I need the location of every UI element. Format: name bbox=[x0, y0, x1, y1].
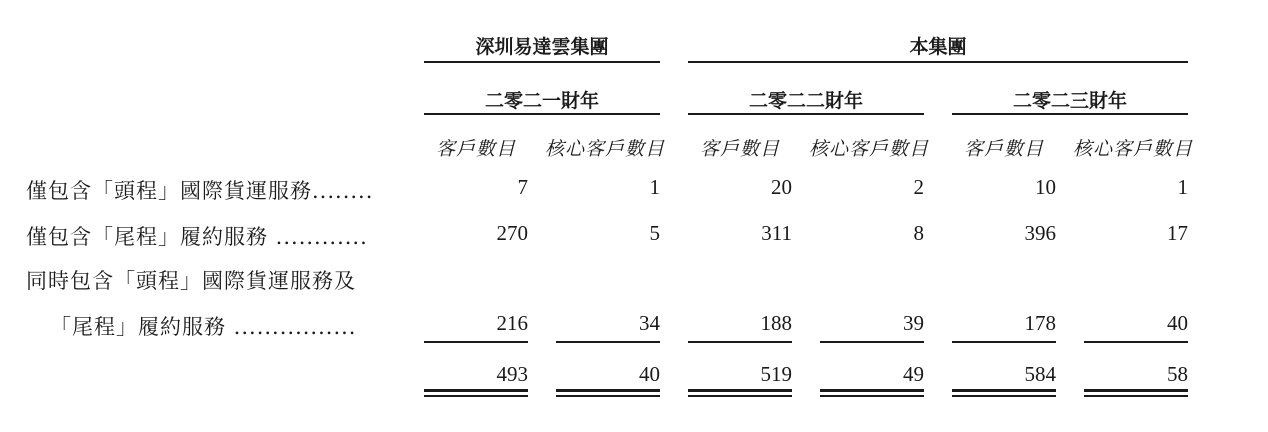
total-c6: 58 bbox=[1167, 362, 1188, 386]
header-year-2021-underline bbox=[424, 113, 660, 115]
total-double-rule-c6-bottom bbox=[1084, 395, 1188, 397]
total-c5: 584 bbox=[1024, 362, 1056, 386]
subtotal-rule-c1 bbox=[424, 341, 528, 343]
header-year-2022: 二零二二財年 bbox=[748, 90, 863, 112]
cell-r2-c2: 5 bbox=[649, 221, 660, 245]
total-double-rule-c4-top bbox=[820, 389, 924, 392]
cell-r1-c2: 1 bbox=[649, 175, 660, 199]
cell-r2-c6: 17 bbox=[1167, 221, 1188, 245]
subtotal-rule-c5 bbox=[952, 341, 1056, 343]
cell-r3-c3: 188 bbox=[760, 311, 792, 335]
total-c4: 49 bbox=[903, 362, 924, 386]
row-label-both-services-cont: 「尾程」履約服務 ................ bbox=[50, 315, 357, 339]
total-c3: 519 bbox=[760, 362, 792, 386]
subtotal-rule-c6 bbox=[1084, 341, 1188, 343]
header-year-2023: 二零二三財年 bbox=[1012, 90, 1127, 112]
cell-r1-c6: 1 bbox=[1177, 175, 1188, 199]
row-label-first-leg-only: 僅包含「頭程」國際貨運服務........ bbox=[26, 179, 374, 203]
header-year-2021: 二零二一財年 bbox=[484, 90, 599, 112]
subtotal-rule-c4 bbox=[820, 341, 924, 343]
total-double-rule-c4-bottom bbox=[820, 395, 924, 397]
subheader-customers-2022: 客戶數目 bbox=[699, 138, 780, 160]
subheader-core-customers-2023: 核心客戶數目 bbox=[1072, 138, 1193, 160]
cell-r3-c6: 40 bbox=[1167, 311, 1188, 335]
subtotal-rule-c2 bbox=[556, 341, 660, 343]
total-c1: 493 bbox=[496, 362, 528, 386]
row-label-both-services: 同時包含「頭程」國際貨運服務及 bbox=[26, 269, 356, 293]
cell-r2-c3: 311 bbox=[761, 221, 792, 245]
header-year-2023-underline bbox=[952, 113, 1188, 115]
cell-r1-c4: 2 bbox=[913, 175, 924, 199]
cell-r2-c1: 270 bbox=[496, 221, 528, 245]
total-double-rule-c5-bottom bbox=[952, 395, 1056, 397]
header-year-2022-underline bbox=[688, 113, 924, 115]
cell-r3-c4: 39 bbox=[903, 311, 924, 335]
cell-r3-c2: 34 bbox=[639, 311, 660, 335]
subheader-customers-2023: 客戶數目 bbox=[963, 138, 1044, 160]
total-double-rule-c3-bottom bbox=[688, 395, 792, 397]
cell-r1-c1: 7 bbox=[517, 175, 528, 199]
subheader-customers-2021: 客戶數目 bbox=[435, 138, 516, 160]
cell-r2-c4: 8 bbox=[913, 221, 924, 245]
header-entity-group: 本集團 bbox=[909, 36, 967, 58]
total-c2: 40 bbox=[639, 362, 660, 386]
total-double-rule-c5-top bbox=[952, 389, 1056, 392]
total-double-rule-c1-top bbox=[424, 389, 528, 392]
header-entity-shenzhen: 深圳易達雲集團 bbox=[475, 36, 609, 58]
cell-r3-c5: 178 bbox=[1024, 311, 1056, 335]
total-double-rule-c3-top bbox=[688, 389, 792, 392]
cell-r2-c5: 396 bbox=[1024, 221, 1056, 245]
header-entity-shenzhen-underline bbox=[424, 61, 660, 63]
row-label-last-mile-only: 僅包含「尾程」履約服務 ............ bbox=[26, 225, 368, 249]
subheader-core-customers-2022: 核心客戶數目 bbox=[808, 138, 929, 160]
header-entity-group-underline bbox=[688, 61, 1188, 63]
cell-r1-c3: 20 bbox=[771, 175, 792, 199]
total-double-rule-c2-top bbox=[556, 389, 660, 392]
total-double-rule-c2-bottom bbox=[556, 395, 660, 397]
cell-r1-c5: 10 bbox=[1035, 175, 1056, 199]
subtotal-rule-c3 bbox=[688, 341, 792, 343]
subheader-core-customers-2021: 核心客戶數目 bbox=[544, 138, 665, 160]
cell-r3-c1: 216 bbox=[496, 311, 528, 335]
total-double-rule-c6-top bbox=[1084, 389, 1188, 392]
total-double-rule-c1-bottom bbox=[424, 395, 528, 397]
